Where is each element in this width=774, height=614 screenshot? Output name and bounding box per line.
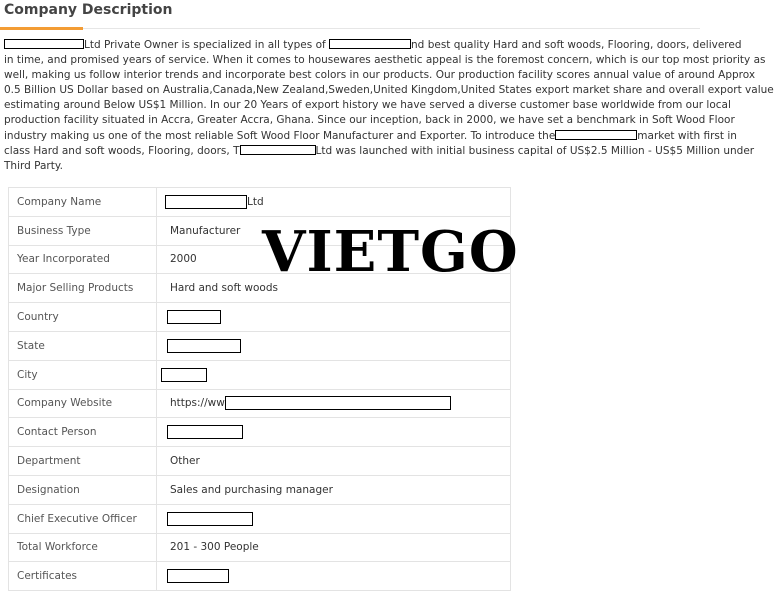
row-value bbox=[157, 389, 511, 418]
row-label: Department bbox=[9, 447, 157, 476]
redacted-block bbox=[167, 569, 229, 583]
table-row bbox=[9, 418, 511, 447]
row-value bbox=[157, 447, 511, 476]
section-title-accent bbox=[0, 27, 83, 30]
row-label: Company Name bbox=[9, 188, 157, 217]
row-value-text: 201 - 300 People bbox=[170, 541, 259, 554]
row-label: Major Selling Products bbox=[9, 274, 157, 303]
row-value bbox=[157, 360, 511, 389]
redacted-block bbox=[225, 396, 451, 410]
row-label: State bbox=[9, 331, 157, 360]
row-value-text: Sales and purchasing manager bbox=[170, 483, 333, 496]
table-row bbox=[9, 533, 511, 562]
redacted-block bbox=[167, 339, 241, 353]
row-value-text: Ltd bbox=[247, 195, 264, 208]
company-description: Ltd Private Owner is specialized in all types of nd best quality Hard and soft woods, Flooring, doors, delivered in time, and promised years of service. When it comes to housewares aesthetic appeal is the foremost concern, which is our top most priority as well, making us follow interior trends and incorporate best colors in our products. Our production facility scores annual value of around Approx 0.5 Billion US Dollar based on Australia,Canada,New Zealand,Sweden,United Kingdom,United States export market share and overall export value estimating around Below US$1 Million. In our 20 Years of export history we have served a diverse customer base worldwide from our local production facility situated in Accra, Greater Accra, Ghana. Since our inception, back in 2000, we have set a benchmark in Soft Wood Floor industry making us one of the most reliable Soft Wood Floor Manufacturer and Exporter. To introduce the market with first in class Hard and soft woods, Flooring, doors, T Ltd was launched with initial business capital of US$2.5 Million - US$5 Million under Third Party. bbox=[4, 39, 774, 172]
row-label: Business Type bbox=[9, 216, 157, 245]
table-row bbox=[9, 360, 511, 389]
row-value bbox=[157, 475, 511, 504]
row-label: Year Incorporated bbox=[9, 245, 157, 274]
table-row bbox=[9, 504, 511, 533]
row-label: Total Workforce bbox=[9, 533, 157, 562]
redacted-block bbox=[167, 310, 221, 324]
row-label: Chief Executive Officer bbox=[9, 504, 157, 533]
redacted-block bbox=[165, 195, 247, 209]
redacted-block bbox=[555, 130, 637, 140]
row-value bbox=[157, 188, 511, 217]
watermark: VIETGO bbox=[262, 219, 519, 285]
table-row bbox=[9, 447, 511, 476]
row-value bbox=[157, 418, 511, 447]
row-value bbox=[157, 303, 511, 332]
table-row bbox=[9, 303, 511, 332]
table-row bbox=[9, 188, 511, 217]
row-value-text: 2000 bbox=[170, 253, 197, 266]
redacted-block bbox=[329, 39, 411, 49]
table-row bbox=[9, 389, 511, 418]
redacted-block bbox=[4, 39, 84, 49]
row-label: Contact Person bbox=[9, 418, 157, 447]
table-row bbox=[9, 562, 511, 591]
redacted-block bbox=[240, 145, 316, 155]
table-row bbox=[9, 331, 511, 360]
redacted-block bbox=[161, 368, 207, 382]
row-value bbox=[157, 331, 511, 360]
redacted-block bbox=[167, 512, 253, 526]
section-title: Company Description bbox=[4, 2, 173, 18]
row-value-text: https://ww bbox=[170, 397, 225, 410]
section-divider bbox=[0, 28, 700, 29]
row-value bbox=[157, 504, 511, 533]
table-row bbox=[9, 475, 511, 504]
row-value bbox=[157, 533, 511, 562]
redacted-block bbox=[167, 425, 243, 439]
row-label: Certificates bbox=[9, 562, 157, 591]
row-value bbox=[157, 562, 511, 591]
row-label: Company Website bbox=[9, 389, 157, 418]
row-label: Designation bbox=[9, 475, 157, 504]
row-label: City bbox=[9, 360, 157, 389]
row-value-text: Hard and soft woods bbox=[170, 282, 278, 295]
row-label: Country bbox=[9, 303, 157, 332]
row-value-text: Other bbox=[170, 455, 200, 468]
row-value-text: Manufacturer bbox=[170, 224, 241, 237]
